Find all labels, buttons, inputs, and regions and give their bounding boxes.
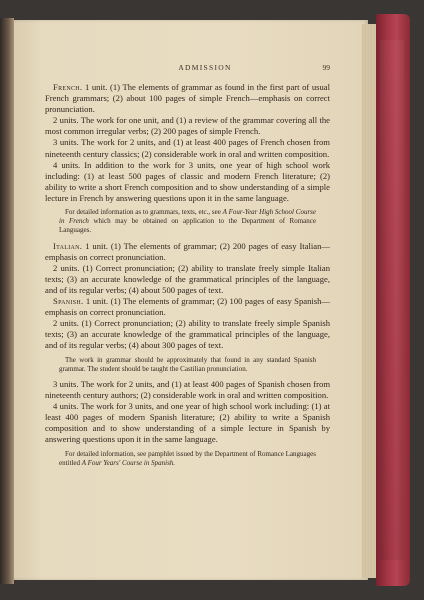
spanish-unit-2: 2 units. (1) Correct pronunciation; (2) ability to translate freely simple Spanish texts; (3) an accurate knowledge of the grammatical principles of the language, and of its regular verbs; (4) about 300 pages of text. — [45, 318, 330, 351]
page-number: 99 — [322, 63, 330, 72]
left-cover-edge — [0, 18, 14, 584]
italian-unit-1 — [45, 241, 330, 263]
running-head: ADMISSION — [178, 63, 232, 72]
cover-shading — [380, 40, 404, 560]
french-note-tail: which may be obtained on application to the Department of Romance Languages. — [59, 217, 316, 235]
italian-unit-2: 2 units. (1) Correct pronunciation; (2) ability to translate freely simple Italian texts; (3) an accurate knowledge of the grammatical principles of the language, and of its regular verbs; (4) about 500 pages of text. — [45, 262, 330, 296]
french-unit-1-text: 1 unit. (1) The elements of grammar as found in the first part of usual French grammars; (2) about 100 pages of simple French—emphasis on correct pronunciation. — [45, 82, 331, 115]
spanish-note-2-title: A Four Years' Course in Spanish. — [81, 458, 176, 467]
spanish-unit-1-text: 1 unit. (1) The elements of grammar; (2) 100 pages of easy Spanish—emphasis on correct pronunciation. — [45, 296, 330, 318]
italian-heading: Italian. — [53, 240, 83, 251]
spanish-unit-1 — [45, 296, 330, 318]
spanish-note-2 — [45, 450, 330, 468]
french-unit-4: 4 units. In addition to the work for 3 units, one year of high school work including: (1) at least 500 pages of classic and modern French literature; (2) ability to write a short French composition and to show understanding of a simple lecture in French by answering questions upon it in the same language. — [45, 159, 330, 203]
french-unit-3: 3 units. The work for 2 units, and (1) at least 400 pages of French chosen from nineteenth century classics; (2) considerable work in oral and written composition. — [45, 137, 330, 159]
spanish-note-2-text: For detailed information, see pamphlet issued by the Department of Romance Languages entitled — [59, 449, 316, 467]
french-note — [45, 208, 330, 236]
spanish-unit-3: 3 units. The work for 2 units, and (1) at least 400 pages of Spanish chosen from nineteenth century authors; (2) considerable work in oral and written composition. — [45, 378, 330, 401]
spanish-heading: Spanish. — [53, 296, 84, 307]
spanish-note-1: The work in grammar should be approximately that found in any standard Spanish grammar. The student should be taught the Castilian pronunciation. — [59, 355, 316, 373]
spanish-unit-4: 4 units. The work for 3 units, and one year of high school work including: (1) at least 400 pages of modern Spanish literature; (2) ability to write a Spanish composition and to show understanding of a simple lecture in Spanish by answering questions upon it in the same language. — [45, 401, 330, 445]
french-heading: French. — [53, 82, 83, 92]
french-note-text: For detailed information as to grammars, texts, etc., see — [65, 208, 223, 217]
french-note-title: A Four-Year High School Course in French — [59, 208, 317, 226]
french-unit-2: 2 units. The work for one unit, and (1) a review of the grammar covering all the most common irregular verbs; (2) 200 pages of simple French. — [45, 115, 330, 137]
italian-unit-1-text: 1 unit. (1) The elements of grammar; (2) 200 pages of easy Italian—emphasis on correct pronunciation. — [45, 240, 330, 262]
french-unit-1 — [45, 82, 330, 115]
page-text — [45, 82, 330, 473]
